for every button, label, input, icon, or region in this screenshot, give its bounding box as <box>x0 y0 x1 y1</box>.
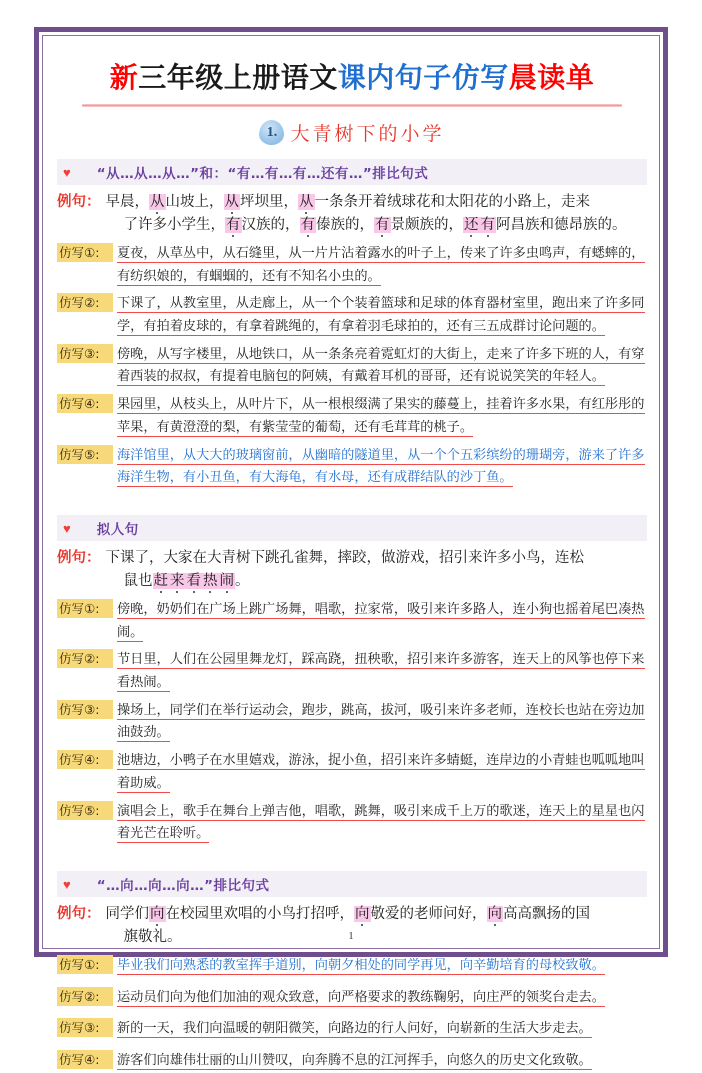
imitation-row <box>57 750 647 795</box>
imitation-label: 仿写③: <box>57 344 113 363</box>
imitation-text[interactable] <box>113 243 647 288</box>
page-title-part-2: 课内句子仿写 <box>337 61 509 94</box>
underlined-answer: 傍晚，从写字楼里，从地铁口，从一条条亮着霓虹灯的大街上，走来了许多下班的人，有穿着西装的叔叔，有提着电脑包的阿姨，有戴着耳机的哥哥，还有说说笑笑的年轻人。 <box>117 346 645 385</box>
worksheet-page-inner-border <box>42 35 660 1069</box>
underlined-answer: 下课了，从教室里，从走廊上，从一个个装着篮球和足球的体育器材室里，跑出来了许多同学，有拍着皮球的，有拿着跳绳的，有拿着羽毛球拍的，还有三五成群讨论问题的。 <box>117 296 645 335</box>
imitation-row <box>57 599 647 644</box>
imitation-row <box>57 801 647 846</box>
underlined-answer: 池塘边，小鸭子在水里嬉戏，游泳，捉小鱼，招引来许多蜻蜓，连岸边的小青蛙也呱呱地叫着助威。 <box>117 753 645 791</box>
highlighted-keyword: 有 <box>226 217 241 234</box>
highlighted-keyword: 从 <box>299 194 314 210</box>
underlined-answer: 傍晚，奶奶们在广场上跳广场舞，唱歌，拉家常，吸引来许多路人，连小狗也摇着尾巴凑热闹。 <box>117 601 645 640</box>
example-line-2: 了许多小学生，有汉族的，有傣族的，有景颇族的，还 有阿昌族和德昂族的。 <box>123 217 627 234</box>
imitation-label: 仿写⑤: <box>57 445 113 464</box>
imitation-text[interactable] <box>113 1050 647 1073</box>
worksheet-page-frame <box>34 27 668 1069</box>
underlined-answer: 果园里，从枝头上，从叶片下，从一根根缀满了果实的藤蔓上，挂着许多水果，有红彤彤的苹果，有黄澄澄的梨，有紫莹莹的葡萄，还有毛茸茸的桃子。 <box>117 397 645 435</box>
imitation-label: 仿写②: <box>57 293 113 312</box>
section-spacer <box>57 490 647 504</box>
highlighted-keyword: 赶 <box>153 573 168 590</box>
underlined-answer: 新的一天，我们向温暖的朝阳微笑，向路边的行人问好，向崭新的生活大步走去。 <box>117 1021 592 1037</box>
highlighted-keyword: 从 <box>224 194 239 210</box>
imitation-label: 仿写③: <box>57 1018 113 1037</box>
imitation-text[interactable] <box>113 700 647 745</box>
imitation-row <box>57 445 647 490</box>
imitation-text[interactable] <box>113 394 647 439</box>
highlighted-keyword: 来 <box>170 573 185 590</box>
highlighted-keyword: 热 <box>203 573 218 590</box>
section-label: “从…从…从…”和：“有…有…有…还有…”排比句式 <box>96 166 429 182</box>
imitation-row <box>57 293 647 338</box>
underlined-answer: 演唱会上，歌手在舞台上弹吉他，唱歌，跳舞，吸引来成千上万的歌迷，连天上的星星也闪着光芒在聆听。 <box>117 803 645 842</box>
imitation-label: 仿写⑤: <box>57 801 113 820</box>
example-line-2: 鼠也赶 来 看 热 闹。 <box>123 573 250 590</box>
section-header-section-niren <box>57 515 647 541</box>
example-sentence <box>57 191 647 238</box>
example-line-1: 同学们向在校园里欢唱的小鸟打招呼，向敬爱的老师问好，向高高飘扬的国 <box>105 906 590 922</box>
imitation-label: 仿写③: <box>57 700 113 719</box>
section-header-section-paiju-cong-you <box>57 159 647 185</box>
heart-icon: ♥ <box>63 876 71 892</box>
highlighted-keyword: 看 <box>186 573 201 590</box>
highlighted-keyword: 向 <box>150 906 165 922</box>
underlined-answer: 毕业我们向熟悉的教室挥手道别，向朝夕相处的同学再见，向辛勤培育的母校致敬。 <box>117 957 605 973</box>
highlighted-keyword: 从 <box>150 194 165 210</box>
imitation-label: 仿写④: <box>57 394 113 413</box>
example-label: 例句： <box>57 550 101 566</box>
imitation-row <box>57 700 647 745</box>
section-label: 拟人句 <box>96 522 139 538</box>
imitation-label: 仿写①: <box>57 243 113 262</box>
worksheet-content <box>43 36 659 1069</box>
example-text <box>101 547 648 594</box>
imitation-row <box>57 1018 647 1041</box>
imitation-label: 仿写②: <box>57 987 113 1006</box>
lesson-number-badge: 1. <box>259 120 284 145</box>
imitation-text[interactable] <box>113 293 647 338</box>
page-title <box>57 60 647 95</box>
highlighted-keyword: 有 <box>480 217 495 234</box>
underlined-answer: 节日里，人们在公园里舞龙灯，踩高跷，扭秧歌，招引来许多游客，连天上的风筝也停下来看热闹。 <box>117 652 645 691</box>
imitation-label: 仿写①: <box>57 599 113 618</box>
imitation-text[interactable] <box>113 801 647 846</box>
imitation-row <box>57 955 647 978</box>
imitation-label: 仿写②: <box>57 649 113 668</box>
underlined-answer: 操场上，同学们在举行运动会，跑步，跳高，拔河，吸引来许多老师，连校长也站在旁边加油鼓劲。 <box>117 702 645 741</box>
imitation-text[interactable] <box>113 987 647 1010</box>
imitation-text[interactable] <box>113 344 647 389</box>
underlined-answer: 运动员们向为他们加油的观众致意，向严格要求的教练鞠躬，向庄严的领奖台走去。 <box>117 989 605 1005</box>
imitation-label: 仿写④: <box>57 750 113 769</box>
imitation-text[interactable] <box>113 955 647 978</box>
imitation-row <box>57 344 647 389</box>
heart-icon: ♥ <box>63 164 71 180</box>
example-line-2: 旗敬礼。 <box>123 929 182 946</box>
imitation-text[interactable] <box>113 445 647 490</box>
underlined-answer: 夏夜，从草丛中，从石缝里，从一片片沾着露水的叶子上，传来了许多虫鸣声，有蟋蟀的，有纺织娘的，有蝈蝈的，还有不知名小虫的。 <box>117 245 645 284</box>
highlighted-keyword: 有 <box>300 217 315 234</box>
example-text <box>101 191 648 238</box>
imitation-label: 仿写①: <box>57 955 113 974</box>
page-title-part-0: 新 <box>109 61 139 94</box>
imitation-row <box>57 649 647 694</box>
highlighted-keyword: 有 <box>375 217 390 234</box>
lesson-heading <box>57 119 647 146</box>
example-line-1: 早晨，从山坡上，从坪坝里，从一条条开着绒球花和太阳花的小路上，走来 <box>105 194 590 210</box>
imitation-row <box>57 987 647 1010</box>
heart-icon: ♥ <box>63 520 71 536</box>
section-header-section-xiang <box>57 871 647 897</box>
imitation-row <box>57 394 647 439</box>
underlined-answer: 海洋馆里，从大大的玻璃窗前，从幽暗的隧道里，从一个个五彩缤纷的珊瑚旁，游来了许多海洋生物，有小丑鱼，有大海龟，有水母，还有成群结队的沙丁鱼。 <box>117 447 645 486</box>
lesson-title-text: 大青树下的小学 <box>290 123 445 145</box>
section-spacer <box>57 846 647 860</box>
example-label: 例句： <box>57 906 101 922</box>
imitation-text[interactable] <box>113 1018 647 1041</box>
title-divider <box>82 104 622 107</box>
imitation-text[interactable] <box>113 649 647 694</box>
example-sentence <box>57 547 647 594</box>
underlined-answer: 游客们向雄伟壮丽的山川赞叹，向奔腾不息的江河挥手，向悠久的历史文化致敬。 <box>117 1053 592 1069</box>
imitation-text[interactable] <box>113 750 647 795</box>
page-title-part-1: 三年级上册语文 <box>138 61 338 94</box>
imitation-row <box>57 243 647 288</box>
highlighted-keyword: 闹 <box>219 573 234 590</box>
page-title-part-3: 晨读单 <box>508 61 595 94</box>
page-number: 1 <box>348 931 354 942</box>
imitation-row <box>57 1050 647 1073</box>
imitation-text[interactable] <box>113 599 647 644</box>
highlighted-keyword: 向 <box>355 906 370 922</box>
example-text <box>101 903 648 950</box>
imitation-label: 仿写④: <box>57 1050 113 1069</box>
highlighted-keyword: 还 <box>464 217 479 234</box>
highlighted-keyword: 向 <box>487 906 502 922</box>
example-label: 例句： <box>57 194 101 210</box>
section-label: “…向…向…向…”排比句式 <box>96 878 270 894</box>
example-line-1: 下课了，大家在大青树下跳孔雀舞，摔跤，做游戏，招引来许多小鸟，连松 <box>105 550 584 566</box>
example-sentence <box>57 903 647 950</box>
